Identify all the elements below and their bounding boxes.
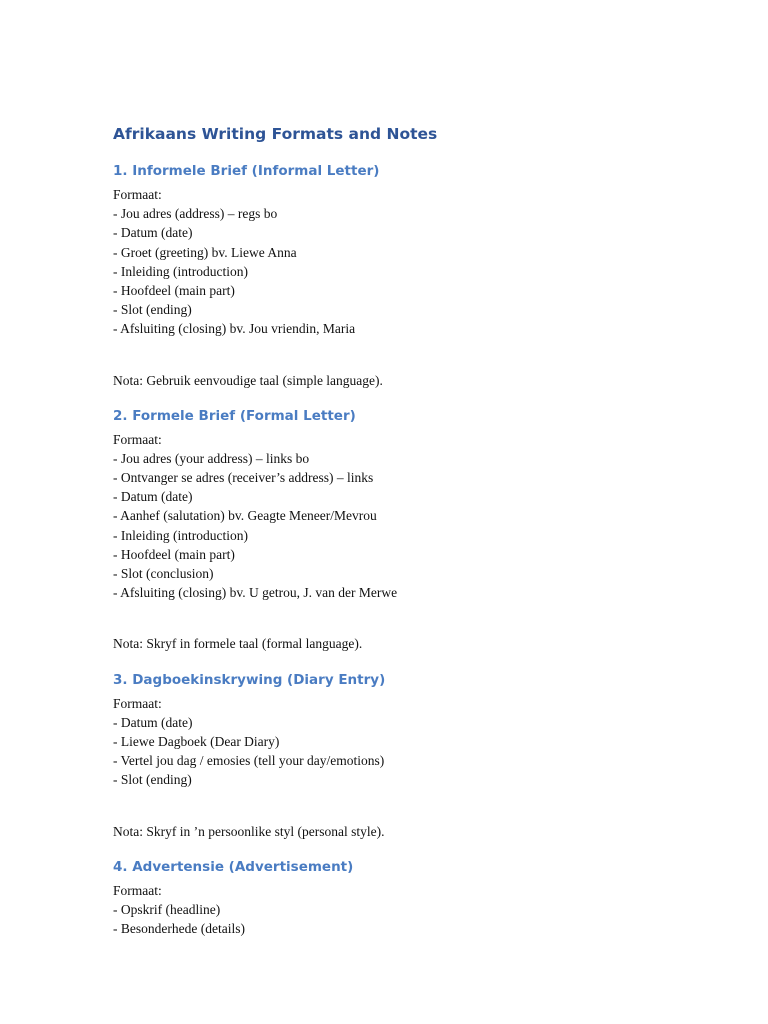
list-item: - Jou adres (address) – regs bo	[113, 206, 278, 222]
list-item: - Liewe Dagboek (Dear Diary)	[113, 733, 280, 749]
section-heading: 2. Formele Brief (Formal Letter)	[113, 407, 356, 424]
list-item: - Ontvanger se adres (receiver’s address) – links	[113, 470, 374, 486]
list-item: - Aanhef (salutation) bv. Geagte Meneer/Mevrou	[113, 508, 377, 524]
list-item: - Besonderhede (details)	[113, 921, 245, 937]
paragraph-gap	[113, 790, 673, 822]
list-item: - Afsluiting (closing) bv. Jou vriendin, Maria	[113, 321, 356, 337]
section-diary-entry	[113, 669, 673, 841]
list-item: - Datum (date)	[113, 489, 193, 505]
document-page	[113, 122, 673, 938]
list-item: - Jou adres (your address) – links bo	[113, 450, 310, 466]
list-item: - Inleiding (introduction)	[113, 527, 248, 543]
list-item: - Datum (date)	[113, 714, 193, 730]
paragraph-gap	[113, 339, 673, 371]
document-title: Afrikaans Writing Formats and Notes	[113, 125, 438, 143]
list-item: - Opskrif (headline)	[113, 901, 221, 917]
section-heading: 3. Dagboekinskrywing (Diary Entry)	[113, 671, 386, 688]
section-advertisement	[113, 856, 673, 939]
format-label: Formaat:	[113, 882, 162, 898]
list-item: - Hoofdeel (main part)	[113, 546, 235, 562]
format-label: Formaat:	[113, 695, 162, 711]
list-item: - Afsluiting (closing) bv. U getrou, J. van der Merwe	[113, 585, 398, 601]
section-note: Nota: Skryf in ’n persoonlike styl (personal style).	[113, 823, 385, 839]
list-item: - Groet (greeting) bv. Liewe Anna	[113, 244, 297, 260]
list-item: - Slot (ending)	[113, 302, 192, 318]
section-heading: 4. Advertensie (Advertisement)	[113, 858, 354, 875]
list-item: - Slot (conclusion)	[113, 566, 214, 581]
list-item: - Hoofdeel (main part)	[113, 282, 235, 298]
section-note: Nota: Skryf in formele taal (formal language).	[113, 636, 363, 652]
paragraph-gap	[113, 602, 673, 634]
list-item: - Vertel jou dag / emosies (tell your day/emotions)	[113, 753, 385, 769]
list-item: - Slot (ending)	[113, 772, 192, 788]
section-heading: 1. Informele Brief (Informal Letter)	[113, 163, 380, 179]
list-item: - Inleiding (introduction)	[113, 263, 248, 279]
section-note: Nota: Gebruik eenvoudige taal (simple language).	[113, 372, 383, 388]
list-item: - Datum (date)	[113, 225, 193, 241]
format-label: Formaat:	[113, 187, 162, 202]
section-informal-letter	[113, 160, 673, 390]
section-formal-letter	[113, 405, 673, 654]
format-label: Formaat:	[113, 431, 162, 447]
